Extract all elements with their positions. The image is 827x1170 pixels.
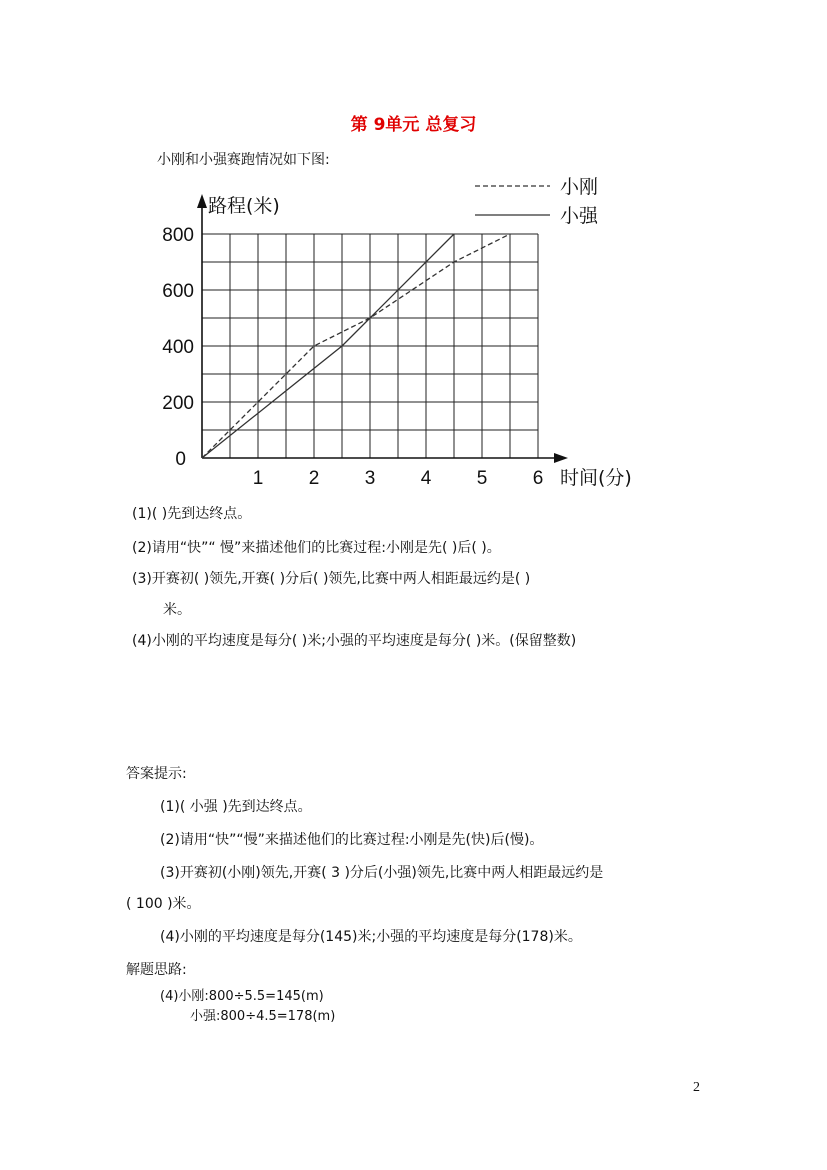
question-1: (1)( )先到达终点。 [132, 506, 252, 522]
solution-line-2: 小强:800÷4.5=178(m) [190, 1009, 336, 1024]
answer-3: (3)开赛初(小刚)领先,开赛( 3 )分后(小强)领先,比赛中两人相距最远约是 [160, 865, 604, 881]
answer-4: (4)小刚的平均速度是每分(145)米;小强的平均速度是每分(178)米。 [160, 929, 582, 945]
answer-1: (1)( 小强 )先到达终点。 [160, 799, 312, 815]
answer-2: (2)请用“快”“慢”来描述他们的比赛过程:小刚是先(快)后(慢)。 [160, 832, 544, 848]
question-3-continued: 米。 [163, 602, 191, 618]
y-tick-label: 400 [162, 337, 194, 358]
answer-heading: 答案提示: [126, 766, 187, 782]
answer-3-continued: ( 100 )米。 [126, 896, 201, 912]
y-tick-label: 600 [162, 281, 194, 302]
x-tick-label: 2 [308, 468, 320, 489]
legend-label: 小强 [560, 205, 599, 227]
chart-grid [202, 234, 538, 458]
question-3: (3)开赛初( )领先,开赛( )分后( )领先,比赛中两人相距最远约是( ) [132, 571, 531, 587]
chart-legend [475, 176, 599, 227]
legend-label: 小刚 [560, 176, 599, 198]
x-tick-label: 1 [252, 468, 264, 489]
x-tick-label: 5 [476, 468, 488, 489]
x-tick-label: 6 [532, 468, 544, 489]
page-number: 2 [693, 1080, 700, 1095]
x-tick-label: 3 [364, 468, 376, 489]
x-tick-label: 4 [420, 468, 432, 489]
distance-time-chart [150, 170, 670, 500]
y-tick-label: 200 [162, 393, 194, 414]
y-tick-label: 0 [175, 449, 186, 470]
intro-text: 小刚和小强赛跑情况如下图: [157, 152, 330, 168]
question-4: (4)小刚的平均速度是每分( )米;小强的平均速度是每分( )米。(保留整数) [132, 633, 577, 649]
x-axis-arrow [554, 453, 568, 463]
chart-ticks [162, 225, 543, 489]
y-tick-label: 800 [162, 225, 194, 246]
solution-heading: 解题思路: [126, 962, 187, 978]
y-axis-arrow [197, 194, 207, 208]
page-title: 第 9单元 总复习 [350, 115, 477, 135]
question-2: (2)请用“快”“ 慢”来描述他们的比赛过程:小刚是先( )后( )。 [132, 540, 501, 556]
x-axis-label: 时间(分) [560, 467, 632, 489]
solution-line-1: (4)小刚:800÷5.5=145(m) [160, 989, 324, 1004]
y-axis-label: 路程(米) [208, 195, 280, 217]
